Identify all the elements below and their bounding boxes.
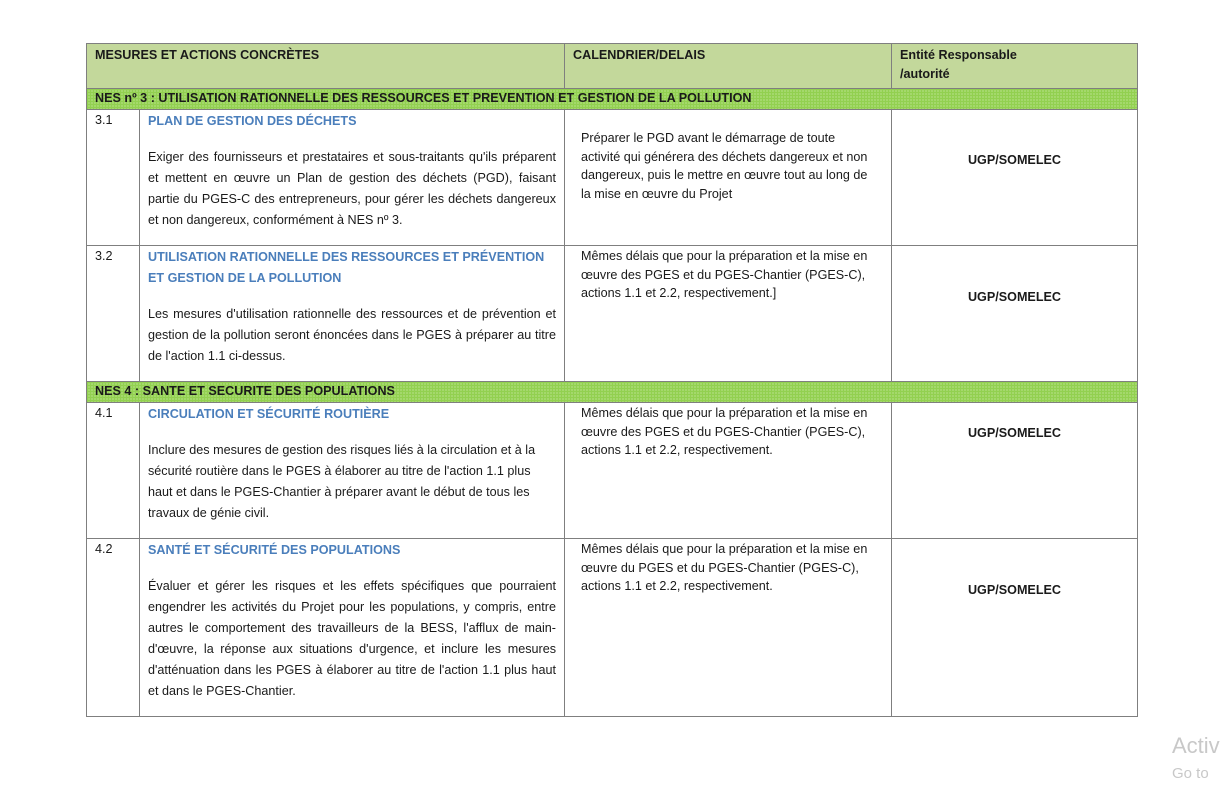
measure-title: SANTÉ ET SÉCURITÉ DES POPULATIONS xyxy=(148,543,401,557)
entity-label: UGP/SOMELEC xyxy=(967,426,1062,440)
entity-cell xyxy=(892,403,1138,539)
measure-body: Les mesures d'utilisation rationnelle des ressources et de prévention et gestion de la pollution seront énoncées dans le PGES à préparer au titre de l'action 1.1 ci-dessus. xyxy=(148,307,556,363)
table-header-row xyxy=(87,44,1138,89)
entity-cell xyxy=(892,110,1138,246)
schedule-cell: Mêmes délais que pour la préparation et la mise en œuvre des PGES et du PGES-Chantier (PGES-C), actions 1.1 et 2.2, respectivement. xyxy=(565,403,892,539)
header-schedule: CALENDRIER/DELAIS xyxy=(565,44,892,89)
schedule-cell: Mêmes délais que pour la préparation et la mise en œuvre du PGES et du PGES-Chantier (PGES-C), actions 1.1 et 2.2, respectivement. xyxy=(565,539,892,717)
measure-cell xyxy=(140,110,565,246)
measure-title: PLAN DE GESTION DES DÉCHETS xyxy=(148,114,357,128)
activation-watermark-subtext: Go to xyxy=(1172,765,1209,782)
section-title: NES nº 3 : UTILISATION RATIONNELLE DES RESSOURCES ET PREVENTION ET GESTION DE LA POLLUTION xyxy=(87,89,1138,110)
section-title: NES 4 : SANTE ET SECURITE DES POPULATIONS xyxy=(87,382,1138,403)
entity-cell xyxy=(892,539,1138,717)
entity-cell xyxy=(892,246,1138,382)
row-number: 3.2 xyxy=(87,246,140,382)
table-row xyxy=(87,403,1138,539)
commitment-plan-table xyxy=(86,43,1138,717)
schedule-cell: Préparer le PGD avant le démarrage de toute activité qui générera des déchets dangereux et non dangereux, puis le mettre en œuvre tout au long de la mise en œuvre du Projet xyxy=(565,110,892,246)
row-number: 4.1 xyxy=(87,403,140,539)
measure-body: Inclure des mesures de gestion des risques liés à la circulation et à la sécurité routière dans le PGES à élaborer au titre de l'action 1.1 plus haut et dans le PGES-Chantier à préparer avant le début de tous les travaux de génie civil. xyxy=(148,443,536,520)
measure-title: CIRCULATION ET SÉCURITÉ ROUTIÈRE xyxy=(148,407,390,421)
measure-cell xyxy=(140,539,565,717)
header-measures: MESURES ET ACTIONS CONCRÈTES xyxy=(87,44,565,89)
section-header-nes4 xyxy=(87,382,1138,403)
table-row xyxy=(87,539,1138,717)
activation-watermark: Activ xyxy=(1172,733,1220,758)
header-entity-line2: /autorité xyxy=(900,67,950,81)
header-entity-line1: Entité Responsable xyxy=(900,48,1017,62)
entity-label: UGP/SOMELEC xyxy=(967,153,1062,167)
table-row xyxy=(87,246,1138,382)
measure-body: Évaluer et gérer les risques et les effets spécifiques que pourraient engendrer les activités du Projet pour les populations, y compris, entre autres le comportement des travailleurs de la BESS, l'afflux de main-d'œuvre, la réponse aux situations d'urgence, et inclure les mesures d'atténuation dans les PGES à élaborer au titre de l'action 1.1 plus haut et dans le PGES-Chantier. xyxy=(148,579,556,698)
measure-cell xyxy=(140,403,565,539)
header-entity xyxy=(892,44,1138,89)
section-header-nes3 xyxy=(87,89,1138,110)
entity-label: UGP/SOMELEC xyxy=(967,583,1062,597)
schedule-cell: Mêmes délais que pour la préparation et la mise en œuvre des PGES et du PGES-Chantier (PGES-C), actions 1.1 et 2.2, respectivement.] xyxy=(565,246,892,382)
measure-cell xyxy=(140,246,565,382)
table-row xyxy=(87,110,1138,246)
measure-body: Exiger des fournisseurs et prestataires et sous-traitants qu'ils préparent et mettent en œuvre un Plan de gestion des déchets (PGD), faisant partie du PGES-C des entrepreneurs, pour gérer les déchets dangereux et non dangereux, conformément à NES nº 3. xyxy=(148,150,556,227)
row-number: 3.1 xyxy=(87,110,140,246)
entity-label: UGP/SOMELEC xyxy=(967,290,1062,304)
measure-title: UTILISATION RATIONNELLE DES RESSOURCES ET PRÉVENTION ET GESTION DE LA POLLUTION xyxy=(148,250,545,285)
row-number: 4.2 xyxy=(87,539,140,717)
